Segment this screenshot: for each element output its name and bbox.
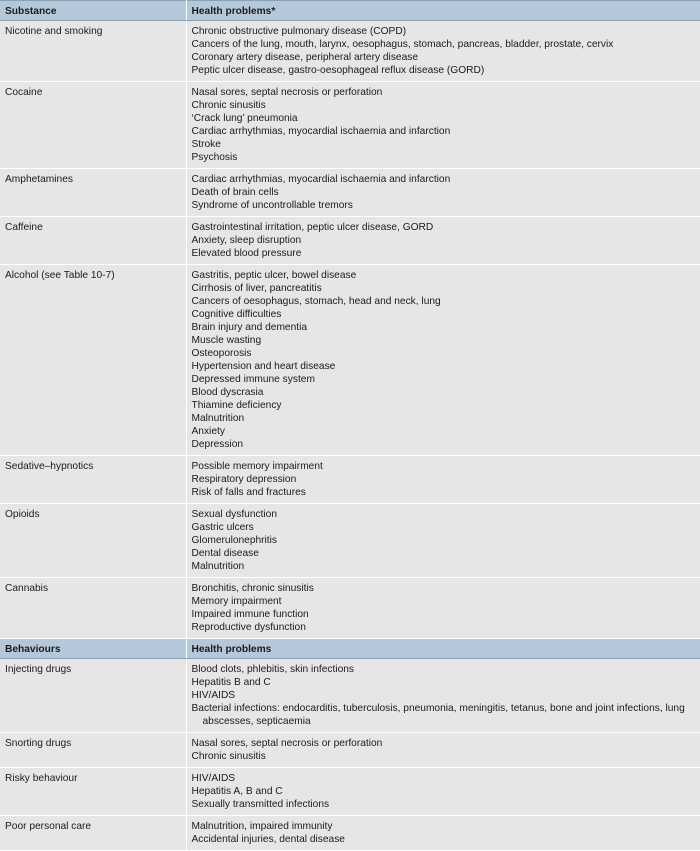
table-row <box>0 217 700 265</box>
row-label: Opioids <box>0 504 186 578</box>
table-row <box>0 504 700 578</box>
table-row <box>0 456 700 504</box>
health-problem-item: Coronary artery disease, peripheral artery disease <box>191 52 418 63</box>
row-label: Cannabis <box>0 578 186 639</box>
health-problem-item: Psychosis <box>191 152 238 163</box>
health-problem-item: Memory impairment <box>191 596 282 607</box>
row-problems <box>186 456 700 504</box>
health-problem-item: Muscle wasting <box>191 335 262 346</box>
health-problem-item: ‘Crack lung’ pneumonia <box>191 113 298 124</box>
row-problems <box>186 768 700 816</box>
health-problem-item: Bacterial infections: endocarditis, tuberculosis, pneumonia, meningitis, tetanus, bone and joint infections, lung abscesses, septicaemia <box>191 703 685 727</box>
health-problem-item: Gastritis, peptic ulcer, bowel disease <box>191 270 357 281</box>
health-problem-item: Accidental injuries, dental disease <box>191 834 345 845</box>
health-problem-item: Thiamine deficiency <box>191 400 282 411</box>
health-problem-item: Nasal sores, septal necrosis or perforation <box>191 738 383 749</box>
health-problem-item: Brain injury and dementia <box>191 322 308 333</box>
row-label: Amphetamines <box>0 169 186 217</box>
health-problem-item: Elevated blood pressure <box>191 248 302 259</box>
health-problem-item: HIV/AIDS <box>191 690 236 701</box>
health-problem-item: Chronic sinusitis <box>191 100 266 111</box>
table-row <box>0 169 700 217</box>
table-row <box>0 82 700 169</box>
row-problems <box>186 82 700 169</box>
health-problem-item: Stroke <box>191 139 221 150</box>
health-problem-item: Cirrhosis of liver, pancreatitis <box>191 283 322 294</box>
health-problem-item: Malnutrition <box>191 413 245 424</box>
health-problem-item: Blood dyscrasia <box>191 387 264 398</box>
health-problem-item: Syndrome of uncontrollable tremors <box>191 200 353 211</box>
row-label: Nicotine and smoking <box>0 21 186 82</box>
health-problem-item: Chronic obstructive pulmonary disease (COPD) <box>191 26 407 37</box>
row-problems <box>186 578 700 639</box>
health-problem-item: Hypertension and heart disease <box>191 361 336 372</box>
row-problems <box>186 504 700 578</box>
health-problem-item: HIV/AIDS <box>191 773 236 784</box>
health-problem-item: Gastrointestinal irritation, peptic ulcer disease, GORD <box>191 222 434 233</box>
health-problem-item: Possible memory impairment <box>191 461 323 472</box>
health-problem-item: Nasal sores, septal necrosis or perforation <box>191 87 383 98</box>
row-label: Caffeine <box>0 217 186 265</box>
health-problem-item: Sexual dysfunction <box>191 509 278 520</box>
row-label: Cocaine <box>0 82 186 169</box>
health-problem-item: Hepatitis A, B and C <box>191 786 283 797</box>
health-problem-item: Cancers of oesophagus, stomach, head and neck, lung <box>191 296 441 307</box>
health-problem-item: Death of brain cells <box>191 187 279 198</box>
row-label: Poor personal care <box>0 816 186 851</box>
row-problems <box>186 265 700 456</box>
health-problem-item: Malnutrition <box>191 561 245 572</box>
substance-column-header: Substance <box>0 1 186 21</box>
health-problem-item: Osteoporosis <box>191 348 252 359</box>
row-problems <box>186 21 700 82</box>
health-problem-item: Peptic ulcer disease, gastro-oesophageal reflux disease (GORD) <box>191 65 485 76</box>
table-row <box>0 578 700 639</box>
health-problem-item: Cardiac arrhythmias, myocardial ischaemia and infarction <box>191 126 451 137</box>
behaviours-column-header: Behaviours <box>0 639 186 659</box>
health-problem-item: Hepatitis B and C <box>191 677 271 688</box>
row-label: Snorting drugs <box>0 733 186 768</box>
row-problems <box>186 217 700 265</box>
health-problem-item: Sexually transmitted infections <box>191 799 330 810</box>
health-problems-column-header: Health problems* <box>186 1 700 21</box>
health-problem-item: Reproductive dysfunction <box>191 622 306 633</box>
row-problems <box>186 659 700 733</box>
health-problem-item: Respiratory depression <box>191 474 297 485</box>
table-row <box>0 265 700 456</box>
behaviours-health-problems-column-header: Health problems <box>186 639 700 659</box>
health-problem-item: Cancers of the lung, mouth, larynx, oesophagus, stomach, pancreas, bladder, prostate, cervix <box>191 39 614 50</box>
health-problem-item: Depressed immune system <box>191 374 315 385</box>
row-problems <box>186 169 700 217</box>
health-problem-item: Blood clots, phlebitis, skin infections <box>191 664 355 675</box>
row-label: Risky behaviour <box>0 768 186 816</box>
health-problem-item: Dental disease <box>191 548 259 559</box>
health-problem-item: Anxiety, sleep disruption <box>191 235 302 246</box>
health-problem-item: Glomerulonephritis <box>191 535 277 546</box>
table-row <box>0 768 700 816</box>
health-problem-item: Chronic sinusitis <box>191 751 266 762</box>
table-row <box>0 659 700 733</box>
table-row <box>0 733 700 768</box>
health-problem-item: Depression <box>191 439 244 450</box>
row-label: Injecting drugs <box>0 659 186 733</box>
health-problem-item: Risk of falls and fractures <box>191 487 306 498</box>
health-problem-item: Anxiety <box>191 426 225 437</box>
table-body <box>0 1 700 851</box>
row-problems <box>186 733 700 768</box>
substance-header-row <box>0 1 700 21</box>
table-row <box>0 21 700 82</box>
health-problem-item: Impaired immune function <box>191 609 309 620</box>
health-problem-item: Bronchitis, chronic sinusitis <box>191 583 314 594</box>
row-label: Alcohol (see Table 10-7) <box>0 265 186 456</box>
health-problem-item: Cognitive difficulties <box>191 309 282 320</box>
row-problems <box>186 816 700 851</box>
health-problem-item: Malnutrition, impaired immunity <box>191 821 333 832</box>
table-row <box>0 816 700 851</box>
health-problem-item: Gastric ulcers <box>191 522 254 533</box>
behaviours-header-row <box>0 639 700 659</box>
row-label: Sedative–hypnotics <box>0 456 186 504</box>
health-problem-item: Cardiac arrhythmias, myocardial ischaemia and infarction <box>191 174 451 185</box>
